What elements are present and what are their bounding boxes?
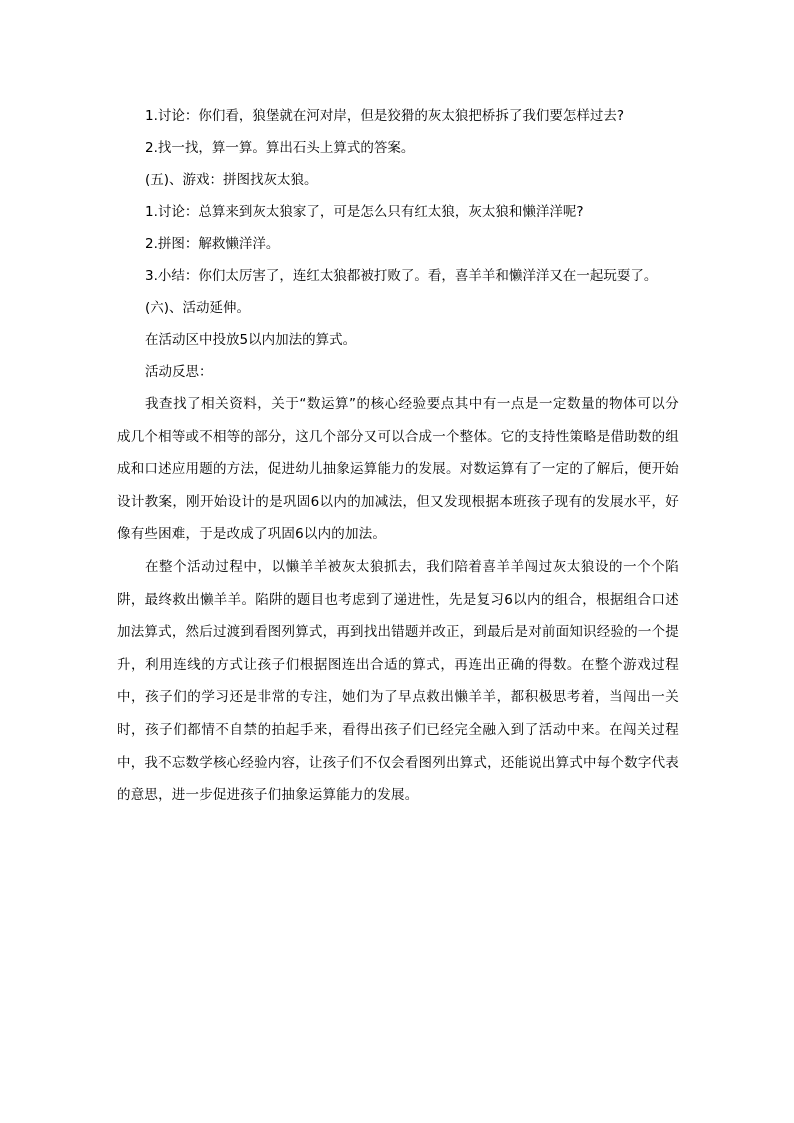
- discussion-line-2: 1.讨论：总算来到灰太狼家了，可是怎么只有红太狼，灰太狼和懒洋洋呢?: [145, 204, 584, 220]
- extension-line: 在活动区中投放5以内加法的算式。: [145, 332, 357, 348]
- reflection-paragraph-2: 在整个活动过程中，以懒羊羊被灰太狼抓去，我们陪着喜羊羊闯过灰太狼设的一个个陷阱，最终救出懒羊羊。陷阱的题目也考虑到了递进性，先是复习6以内的组合，根据组合口述加法算式，然后过渡到看图列算式，再到找出错题并改正，到最后是对前面知识经验的一个提升，利用连线的方式让孩子们根据图连出合适的算式，再连出正确的得数。在整个游戏过程中，孩子们的学习还是非常的专注，她们为了早点救出懒羊羊，都积极思考着，当闯出一关时，孩子们都情不自禁的拍起手来，看得出孩子们已经完全融入到了活动中来。在闯关过程中，我不忘数学核心经验内容，让孩子们不仅会看图列出算式，还能说出算式中每个数字代表的意思，进一步促进孩子们抽象运算能力的发展。: [117, 558, 679, 804]
- summary-line: 3.小结：你们太厉害了，连红太狼都被打败了。看，喜羊羊和懒洋洋又在一起玩耍了。: [145, 268, 658, 284]
- section-six-heading: (六)、活动延伸。: [145, 300, 251, 316]
- section-five-heading: (五)、游戏：拼图找灰太狼。: [145, 172, 318, 188]
- discussion-line-1: 1.讨论：你们看，狼堡就在河对岸，但是狡猾的灰太狼把桥拆了我们要怎样过去?: [145, 108, 625, 124]
- puzzle-line: 2.拼图：解救懒洋洋。: [145, 236, 280, 252]
- find-calc-line: 2.找一找，算一算。算出石头上算式的答案。: [145, 140, 415, 156]
- document-body: [117, 100, 679, 812]
- reflection-paragraph-1: 我查找了相关资料，关于“数运算”的核心经验要点其中有一点是一定数量的物体可以分成几个相等或不相等的部分，这几个部分又可以合成一个整体。它的支持性策略是借助数的组成和口述应用题的方法，促进幼儿抽象运算能力的发展。对数运算有了一定的了解后，便开始设计教案，刚开始设计的是巩固6以内的加减法，但又发现根据本班孩子现有的发展水平，好像有些困难，于是改成了巩固6以内的加法。: [117, 396, 679, 543]
- reflection-heading: 活动反思：: [145, 364, 213, 380]
